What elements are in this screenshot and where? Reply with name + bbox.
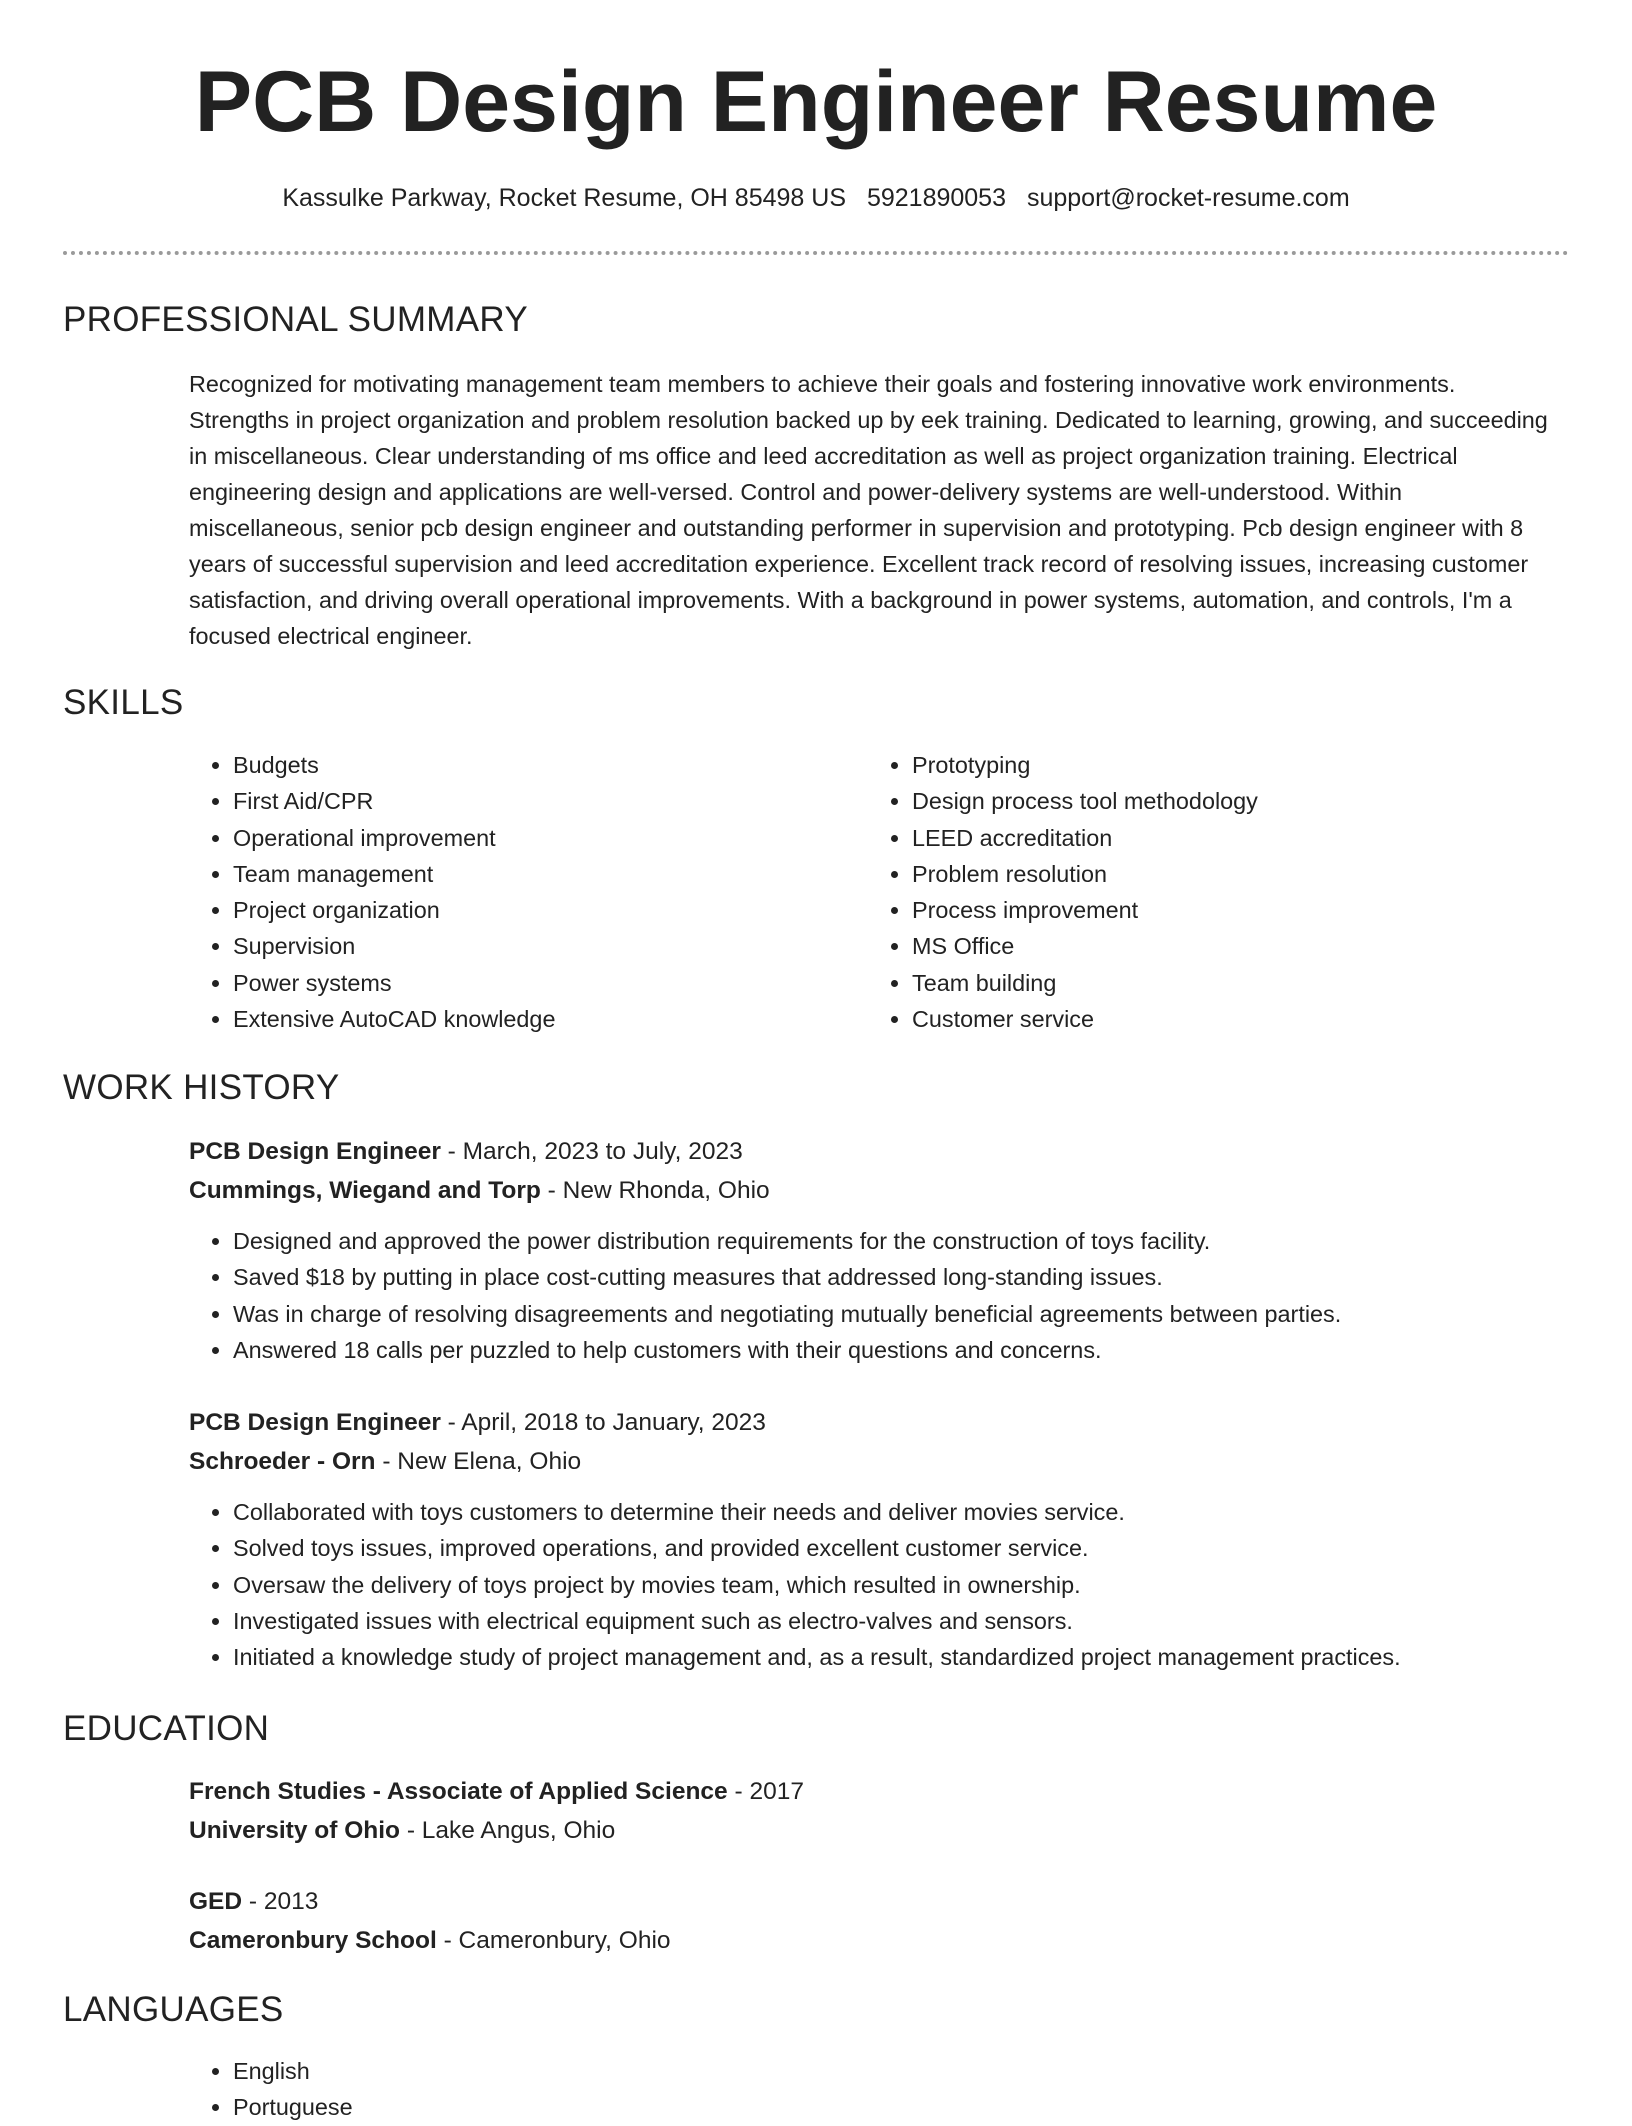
job-title: PCB Design Engineer	[189, 1409, 441, 1436]
skill-item: • Project organization	[233, 892, 789, 928]
contact-line	[0, 180, 1632, 216]
job-bullet: • Was in charge of resolving disagreements and negotiating mutually beneficial agreements between parties.	[233, 1296, 1549, 1332]
education-location: - Lake Angus, Ohio	[400, 1817, 616, 1844]
job-bullet: • Answered 18 calls per puzzled to help customers with their questions and concerns.	[233, 1332, 1549, 1368]
skills-column-right	[868, 747, 1548, 1037]
language-item: • Portuguese	[233, 2089, 1549, 2125]
skill-item: • Process improvement	[912, 892, 1548, 928]
education-entry	[189, 1772, 1549, 1850]
skill-item: • MS Office	[912, 928, 1548, 964]
job-title-line	[189, 1403, 1549, 1442]
job-bullets	[189, 1223, 1549, 1368]
skill-item: • Operational improvement	[233, 820, 789, 856]
header-divider	[63, 251, 1569, 255]
education-location: - Cameronbury, Ohio	[436, 1927, 671, 1954]
education-school-line	[189, 1921, 1549, 1960]
job-bullet: • Oversaw the delivery of toys project by movies team, which resulted in ownership.	[233, 1567, 1549, 1603]
education-heading: EDUCATION	[63, 1709, 270, 1748]
job-bullet: • Solved toys issues, improved operations, and provided excellent customer service.	[233, 1530, 1549, 1566]
contact-address: Kassulke Parkway, Rocket Resume, OH 85498 US	[282, 184, 846, 212]
skill-item: • Supervision	[233, 928, 789, 964]
work-history-heading: WORK HISTORY	[63, 1068, 340, 1107]
skill-item: • Extensive AutoCAD knowledge	[233, 1001, 789, 1037]
job-company-line	[189, 1171, 1549, 1210]
skills-column-left	[189, 747, 789, 1037]
contact-email: support@rocket-resume.com	[1026, 184, 1350, 212]
skill-item: • LEED accreditation	[912, 820, 1548, 856]
education-year: - 2013	[242, 1888, 319, 1915]
education-entry	[189, 1882, 1549, 1960]
job-title-line	[189, 1132, 1549, 1171]
job-bullet: • Designed and approved the power distribution requirements for the construction of toys facility.	[233, 1223, 1549, 1259]
job-location: - New Elena, Ohio	[375, 1448, 582, 1475]
resume-title: PCB Design Engineer Resume	[194, 54, 1438, 150]
skill-item: • Team building	[912, 965, 1548, 1001]
education-school: University of Ohio	[189, 1817, 401, 1844]
education-school-line	[189, 1811, 1549, 1850]
education-degree: GED	[189, 1888, 243, 1915]
job-dates: - March, 2023 to July, 2023	[440, 1138, 743, 1165]
skill-item: • First Aid/CPR	[233, 783, 789, 819]
skill-item: • Customer service	[912, 1001, 1548, 1037]
skill-item: • Team management	[233, 856, 789, 892]
job-location: - New Rhonda, Ohio	[540, 1177, 770, 1204]
skill-item: • Problem resolution	[912, 856, 1548, 892]
summary-text: Recognized for motivating management team members to achieve their goals and fostering innovative work environments. Strengths in project organization and problem resolution backed up by eek training. Dedicated to learning, growing, and succeeding in miscellaneous. Clear understanding of ms office and leed accreditation as well as project organization training. Electrical engineering design and applications are well-versed. Control and power-delivery systems are well-understood. Within miscellaneous, senior pcb design engineer and outstanding performer in supervision and prototyping. Pcb design engineer with 8 years of successful supervision and leed accreditation experience. Excellent track record of resolving issues, increasing customer satisfaction, and driving overall operational improvements. With a background in power systems, automation, and controls, I'm a focused electrical engineer.	[189, 371, 1548, 649]
job-bullet: • Collaborated with toys customers to determine their needs and deliver movies service.	[233, 1494, 1549, 1530]
job-bullet: • Investigated issues with electrical equipment such as electro-valves and sensors.	[233, 1603, 1549, 1639]
job-entry	[189, 1403, 1549, 1675]
job-title: PCB Design Engineer	[189, 1138, 441, 1165]
education-degree-line	[189, 1772, 1549, 1811]
job-dates: - April, 2018 to January, 2023	[440, 1409, 766, 1436]
education-school: Cameronbury School	[189, 1927, 437, 1954]
languages-block	[189, 2053, 1549, 2126]
skills-list-right	[868, 747, 1548, 1037]
summary-heading: PROFESSIONAL SUMMARY	[63, 300, 528, 339]
skill-item: • Budgets	[233, 747, 789, 783]
skill-item: • Design process tool methodology	[912, 783, 1548, 819]
education-degree-line	[189, 1882, 1549, 1921]
job-bullet: • Saved $18 by putting in place cost-cutting measures that addressed long-standing issues.	[233, 1259, 1549, 1295]
job-bullet: • Initiated a knowledge study of project management and, as a result, standardized project management practices.	[233, 1639, 1549, 1675]
job-company: Cummings, Wiegand and Torp	[189, 1177, 541, 1204]
education-degree: French Studies - Associate of Applied Science	[189, 1778, 728, 1805]
contact-phone: 5921890053	[866, 184, 1006, 212]
skills-heading: SKILLS	[63, 683, 184, 722]
job-company-line	[189, 1442, 1549, 1481]
job-entry	[189, 1132, 1549, 1368]
skill-item: • Power systems	[233, 965, 789, 1001]
skills-list-left	[189, 747, 789, 1037]
languages-heading: LANGUAGES	[63, 1990, 284, 2029]
education-year: - 2017	[727, 1778, 804, 1805]
job-bullets	[189, 1494, 1549, 1675]
job-company: Schroeder - Orn	[189, 1448, 376, 1475]
languages-list	[189, 2053, 1549, 2126]
language-item: • English	[233, 2053, 1549, 2089]
skill-item: • Prototyping	[912, 747, 1548, 783]
